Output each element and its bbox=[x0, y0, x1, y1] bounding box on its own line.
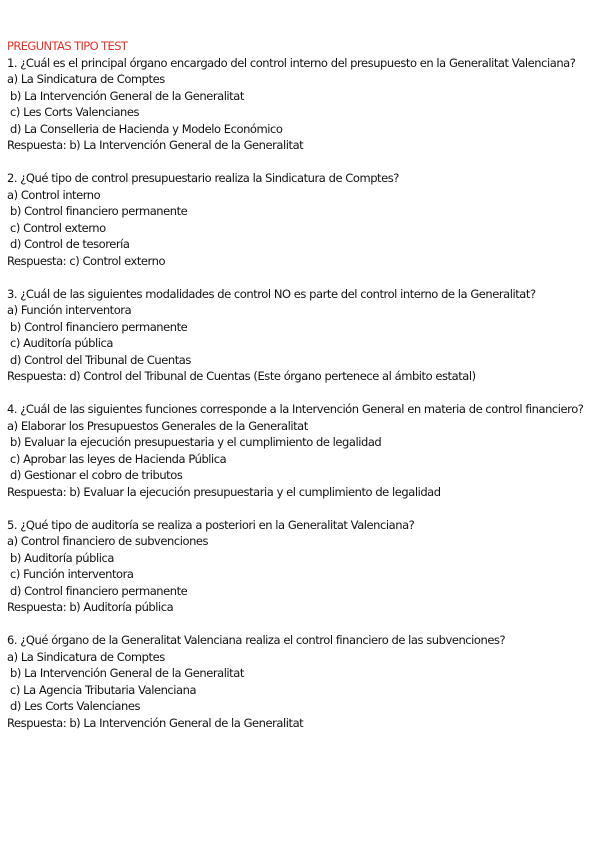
spacer bbox=[7, 385, 593, 402]
question-3-answer: Respuesta: d) Control del Tribunal de Cuentas (Este órgano pertenece al ámbito estatal) bbox=[7, 369, 476, 383]
question-4-answer: Respuesta: b) Evaluar la ejecución presupuestaria y el cumplimiento de legalidad bbox=[7, 484, 441, 499]
question-2-answer: Respuesta: c) Control externo bbox=[7, 253, 166, 268]
question-6-option-d: d) Les Corts Valencianes bbox=[10, 699, 141, 713]
question-3-option-c: c) Auditoría pública bbox=[10, 336, 113, 350]
question-4-option-c: c) Aprobar las leyes de Hacienda Pública bbox=[10, 451, 227, 466]
question-1-option-b: b) La Intervención General de la Generalitat bbox=[10, 88, 244, 103]
question-2-text: 2. ¿Qué tipo de control presupuestario realiza la Sindicatura de Comptes? bbox=[7, 171, 399, 185]
question-4-option-d: d) Gestionar el cobro de tributos bbox=[10, 468, 183, 482]
question-1-answer: Respuesta: b) La Intervención General de la Generalitat bbox=[7, 138, 304, 152]
question-1-text: 1. ¿Cuál es el principal órgano encargado del control interno del presupuesto en la Generalitat Valenciana? bbox=[7, 55, 576, 70]
question-4-option-a: a) Elaborar los Presupuestos Generales de la Generalitat bbox=[7, 418, 308, 433]
spacer bbox=[7, 269, 593, 286]
spacer bbox=[7, 616, 593, 633]
question-3-option-a: a) Función interventora bbox=[7, 303, 132, 317]
question-2-option-b: b) Control financiero permanente bbox=[10, 204, 188, 218]
document-heading: PREGUNTAS TIPO TEST bbox=[7, 39, 128, 53]
question-5-text: 5. ¿Qué tipo de auditoría se realiza a posteriori en la Generalitat Valenciana? bbox=[7, 517, 415, 532]
question-6-answer: Respuesta: b) La Intervención General de la Generalitat bbox=[7, 715, 304, 730]
spacer bbox=[7, 500, 593, 517]
question-4-text: 4. ¿Cuál de las siguientes funciones corresponde a la Intervención General en materia de control financiero? bbox=[7, 402, 584, 416]
question-5-answer: Respuesta: b) Auditoría pública bbox=[7, 600, 174, 614]
question-4-option-b: b) Evaluar la ejecución presupuestaria y el cumplimiento de legalidad bbox=[10, 435, 382, 449]
question-2-option-d: d) Control de tesorería bbox=[10, 237, 130, 251]
question-1-option-c: c) Les Corts Valencianes bbox=[10, 105, 140, 119]
question-6-option-c: c) La Agencia Tributaria Valenciana bbox=[10, 682, 197, 697]
question-3-option-d: d) Control del Tribunal de Cuentas bbox=[10, 352, 191, 367]
question-2-option-a: a) Control interno bbox=[7, 187, 101, 202]
document-page bbox=[7, 38, 593, 731]
question-5-option-b: b) Auditoría pública bbox=[10, 550, 114, 565]
question-1-option-d: d) La Conselleria de Hacienda y Modelo Económico bbox=[10, 121, 283, 136]
question-6-option-b: b) La Intervención General de la Generalitat bbox=[10, 666, 244, 680]
question-6-text: 6. ¿Qué órgano de la Generalitat Valenciana realiza el control financiero de las subvenciones? bbox=[7, 633, 506, 647]
question-6-option-a: a) La Sindicatura de Comptes bbox=[7, 649, 165, 664]
question-5-option-d: d) Control financiero permanente bbox=[10, 583, 188, 598]
spacer bbox=[7, 154, 593, 171]
question-3-text: 3. ¿Cuál de las siguientes modalidades de control NO es parte del control interno de la Generalitat? bbox=[7, 286, 536, 301]
question-3-option-b: b) Control financiero permanente bbox=[10, 319, 188, 334]
question-2-option-c: c) Control externo bbox=[10, 220, 106, 235]
question-5-option-c: c) Función interventora bbox=[10, 567, 134, 581]
question-1-option-a: a) La Sindicatura de Comptes bbox=[7, 72, 165, 86]
question-5-option-a: a) Control financiero de subvenciones bbox=[7, 534, 209, 548]
